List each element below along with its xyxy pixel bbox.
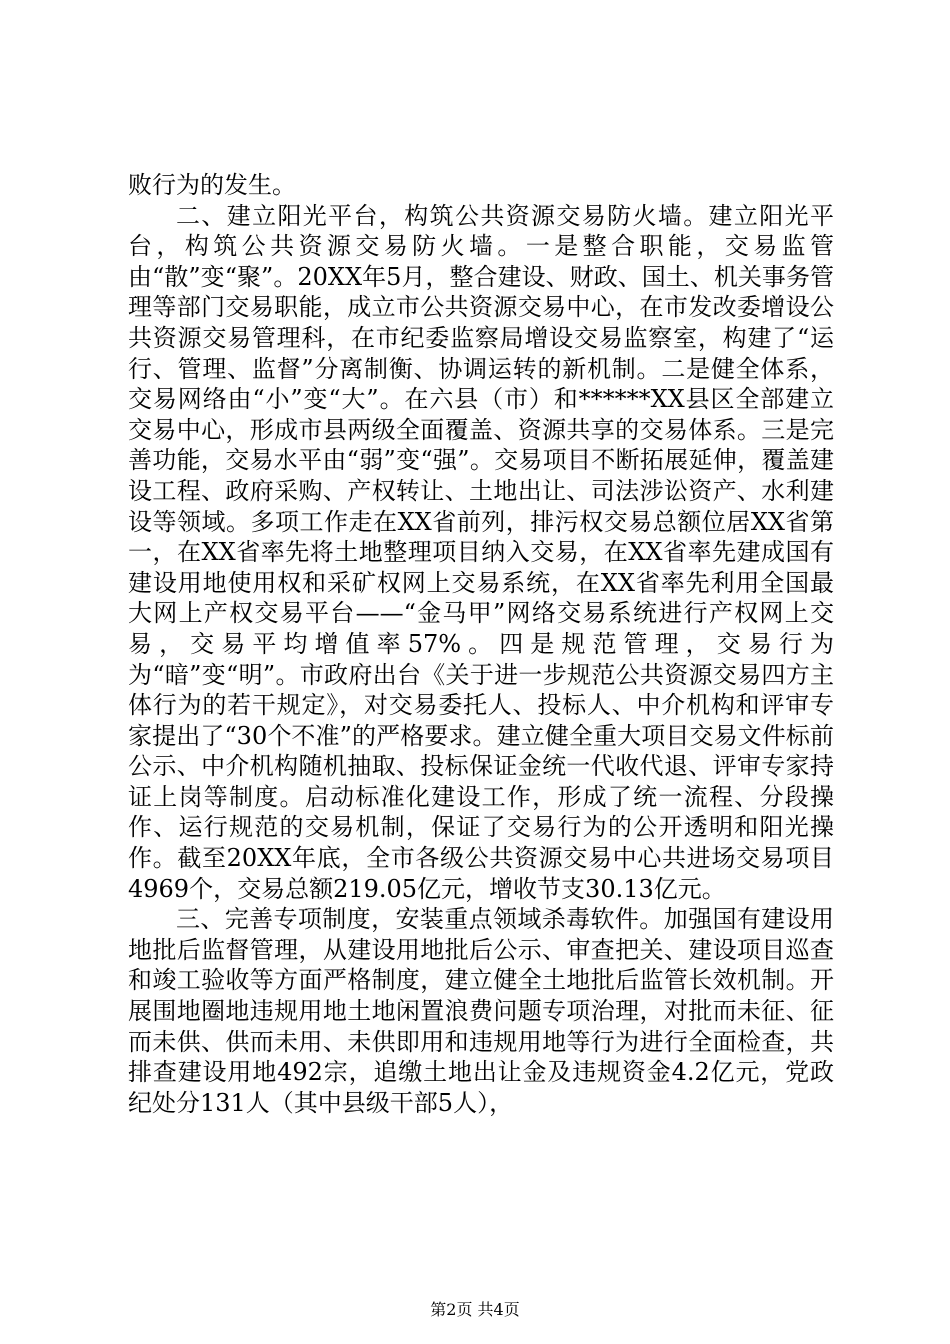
paragraph-section-two: 二、建立阳光平台，构筑公共资源交易防火墙。建立阳光平台，构筑公共资源交易防火墙。一是整合职能，交易监管由“散”变“聚”。20XX年5月，整合建设、财政、国土、机关事务管理等部门交易职能，成立市公共资源交易中心，在市发改委增设公共资源交易管理科，在市纪委监察局增设交易监察室，构建了“运行、管理、监督”分离制衡、协调运转的新机制。二是健全体系，交易网络由“小”变“大”。在六县（市）和******XX县区全部建立交易中心，形成市县两级全面覆盖、资源共享的交易体系。三是完善功能，交易水平由“弱”变“强”。交易项目不断拓展延伸，覆盖建设工程、政府采购、产权转让、土地出让、司法涉讼资产、水利建设等领域。多项工作走在XX省前列，排污权交易总额位居XX省第一，在XX省率先将土地整理项目纳入交易，在XX省率先建成国有建设用地使用权和采矿权网上交易系统，在XX省率先利用全国最大网上产权交易平台——“金马甲”网络交易系统进行产权网上交易，交易平均增值率57%。四是规范管理，交易行为为“暗”变“明”。市政府出台《关于进一步规范公共资源交易四方主体行为的若干规定》，对交易委托人、投标人、中介机构和评审专家提出了“30个不准”的严格要求。建立健全重大项目交易文件标前公示、中介机构随机抽取、投标保证金统一代收代退、评审专家持证上岗等制度。启动标准化建设工作，形成了统一流程、分段操作、运行规范的交易机制，保证了交易行为的公开透明和阳光操作。截至20XX年底，全市各级公共资源交易中心共进场交易项目4969个，交易总额219.05亿元，增收节支30.13亿元。 xyxy=(128,201,834,903)
page-footer xyxy=(0,1300,950,1320)
paragraph-continuation: 败行为的发生。 xyxy=(128,171,296,199)
page-number: 第2页 共4页 xyxy=(430,1300,520,1319)
document-body xyxy=(128,170,834,1118)
paragraph-section-three: 三、完善专项制度，安装重点领域杀毒软件。加强国有建设用地批后监督管理，从建设用地批后公示、审查把关、建设项目巡查和竣工验收等方面严格制度，建立健全土地批后监管长效机制。开展围地圈地违规用地土地闲置浪费问题专项治理，对批而未征、征而未供、供而未用、未供即用和违规用地等行为进行全面检查，共排查建设用地492宗，追缴土地出让金及违规资金4.2亿元，党政纪处分131人（其中县级干部5人）， xyxy=(128,905,834,1117)
